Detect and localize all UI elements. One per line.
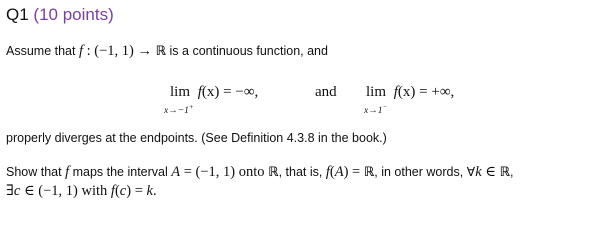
right-lim-subscript: x→1− [364, 103, 388, 117]
question-number: Q1 [6, 5, 29, 24]
left-lim-expression: f(x) = −∞, [197, 84, 259, 100]
reals-symbol: ℝ [499, 165, 511, 180]
right-lim-word: lim x→1− [364, 84, 388, 117]
right-limit [362, 84, 455, 117]
reals-symbol: ℝ [155, 44, 167, 59]
intro-math [79, 43, 166, 59]
question-header [6, 4, 114, 26]
function-symbol: f [78, 43, 83, 59]
right-lim-expression: f(x) = +∞, [393, 84, 455, 100]
task-line-1: Show that f maps the interval A = (−1, 1) onto ℝ, that is, f(A) = ℝ, in other words, ∀k ∈ ℝ, [6, 164, 514, 180]
question-points: (10 points) [33, 5, 114, 24]
task-line-2: ∃c ∈ (−1, 1) with f(c) = k. [6, 183, 157, 199]
intro-lead: Assume that [6, 44, 76, 58]
left-lim-subscript: x→−1+ [164, 103, 194, 117]
intro-tail: is a continuous function, and [166, 44, 328, 58]
limit-display [0, 84, 606, 120]
function-domain: : (−1, 1) → [83, 43, 156, 59]
reals-symbol: ℝ [363, 165, 375, 180]
reals-symbol: ℝ [268, 165, 279, 180]
limit-connector: and [315, 84, 337, 100]
intro-line [6, 43, 328, 60]
diverge-line: properly diverges at the endpoints. (See Definition 4.3.8 in the book.) [6, 131, 387, 145]
left-limit [164, 84, 259, 117]
left-lim-word: lim x→−1+ [164, 84, 194, 117]
